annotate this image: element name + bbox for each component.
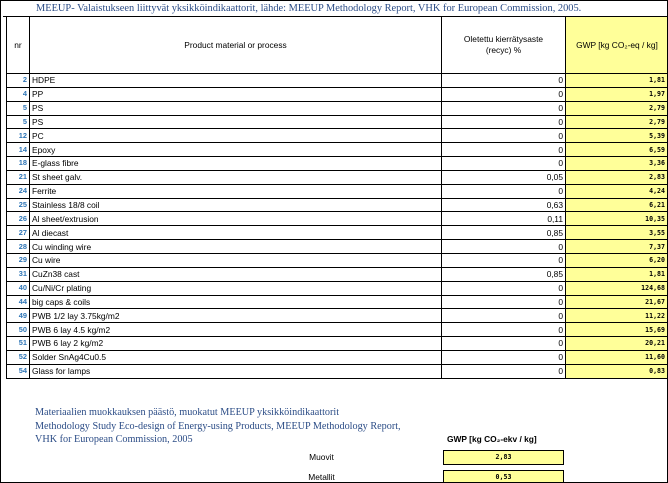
row-material: Al diecast bbox=[30, 226, 442, 240]
row-nr: 28 bbox=[7, 240, 30, 254]
row-recycling: 0,11 bbox=[442, 212, 566, 226]
row-recycling: 0 bbox=[442, 281, 566, 295]
row-gwp: 1,81 bbox=[566, 74, 668, 88]
row-material: Cu/Ni/Cr plating bbox=[30, 281, 442, 295]
row-gwp: 3,36 bbox=[566, 157, 668, 171]
header-recycling-line2: (recyc) % bbox=[485, 45, 522, 55]
title-bar bbox=[3, 3, 665, 17]
row-nr: 27 bbox=[7, 226, 30, 240]
row-nr: 49 bbox=[7, 309, 30, 323]
row-recycling: 0 bbox=[442, 157, 566, 171]
row-gwp: 6,59 bbox=[566, 143, 668, 157]
row-material: St sheet galv. bbox=[30, 170, 442, 184]
row-nr: 21 bbox=[7, 170, 30, 184]
row-material: PS bbox=[30, 101, 442, 115]
row-material: Epoxy bbox=[30, 143, 442, 157]
table-row bbox=[7, 129, 668, 143]
row-recycling: 0 bbox=[442, 364, 566, 378]
table-row bbox=[7, 87, 668, 101]
row-nr: 54 bbox=[7, 364, 30, 378]
row-gwp: 124,68 bbox=[566, 281, 668, 295]
gwp-table bbox=[6, 16, 668, 379]
row-nr: 29 bbox=[7, 253, 30, 267]
row-gwp: 2,83 bbox=[566, 170, 668, 184]
header-material: Product material or process bbox=[30, 17, 442, 74]
row-gwp: 6,21 bbox=[566, 198, 668, 212]
row-material: Glass for lamps bbox=[30, 364, 442, 378]
row-material: Stainless 18/8 coil bbox=[30, 198, 442, 212]
summary-label: Metallit bbox=[308, 472, 335, 482]
row-gwp: 7,37 bbox=[566, 240, 668, 254]
header-gwp: GWP [kg CO₂-eq / kg] bbox=[566, 17, 668, 74]
row-nr: 18 bbox=[7, 157, 30, 171]
row-recycling: 0 bbox=[442, 253, 566, 267]
table-header-row bbox=[7, 17, 668, 74]
header-recycling-line1: Oletettu kierrätysaste bbox=[463, 34, 544, 44]
row-nr: 40 bbox=[7, 281, 30, 295]
row-gwp: 15,69 bbox=[566, 323, 668, 337]
row-gwp: 3,55 bbox=[566, 226, 668, 240]
row-nr: 51 bbox=[7, 337, 30, 351]
row-material: PWB 1/2 lay 3.75kg/m2 bbox=[30, 309, 442, 323]
table-row bbox=[7, 101, 668, 115]
row-material: PP bbox=[30, 87, 442, 101]
row-gwp: 1,81 bbox=[566, 267, 668, 281]
table-row bbox=[7, 295, 668, 309]
summary-value: 0,53 bbox=[443, 470, 564, 483]
row-material: Al sheet/extrusion bbox=[30, 212, 442, 226]
table-row bbox=[7, 364, 668, 378]
row-gwp: 20,21 bbox=[566, 337, 668, 351]
row-nr: 25 bbox=[7, 198, 30, 212]
row-material: PWB 6 lay 2 kg/m2 bbox=[30, 337, 442, 351]
table-row bbox=[7, 350, 668, 364]
table-row bbox=[7, 267, 668, 281]
row-nr: 4 bbox=[7, 87, 30, 101]
source-notes bbox=[35, 406, 401, 447]
table-row bbox=[7, 309, 668, 323]
row-gwp: 1,97 bbox=[566, 87, 668, 101]
row-material: big caps & coils bbox=[30, 295, 442, 309]
row-recycling: 0 bbox=[442, 74, 566, 88]
row-gwp: 4,24 bbox=[566, 184, 668, 198]
table-row bbox=[7, 143, 668, 157]
row-recycling: 0 bbox=[442, 337, 566, 351]
row-nr: 5 bbox=[7, 115, 30, 129]
table-row bbox=[7, 184, 668, 198]
row-nr: 50 bbox=[7, 323, 30, 337]
table-row bbox=[7, 115, 668, 129]
row-nr: 52 bbox=[7, 350, 30, 364]
row-nr: 24 bbox=[7, 184, 30, 198]
summary-value: 2,83 bbox=[443, 450, 564, 465]
row-gwp: 11,60 bbox=[566, 350, 668, 364]
row-gwp: 11,22 bbox=[566, 309, 668, 323]
note-line-2: Methodology Study Eco-design of Energy-using Products, MEEUP Methodology Report, bbox=[35, 420, 401, 432]
row-recycling: 0 bbox=[442, 143, 566, 157]
note-line-1: Materiaalien muokkauksen päästö, muokatut MEEUP yksikköindikaattorit bbox=[35, 407, 340, 418]
summary-label: Muovit bbox=[309, 452, 334, 462]
table-row bbox=[7, 157, 668, 171]
row-recycling: 0,05 bbox=[442, 170, 566, 184]
row-material: E-glass fibre bbox=[30, 157, 442, 171]
table-row bbox=[7, 198, 668, 212]
row-nr: 2 bbox=[7, 74, 30, 88]
row-material: Ferrite bbox=[30, 184, 442, 198]
row-recycling: 0 bbox=[442, 240, 566, 254]
row-nr: 44 bbox=[7, 295, 30, 309]
row-recycling: 0,85 bbox=[442, 226, 566, 240]
row-nr: 31 bbox=[7, 267, 30, 281]
summary-header: GWP [kg CO₂-ekv / kg] bbox=[447, 434, 537, 444]
summary-row-metals bbox=[201, 470, 563, 483]
row-material: Cu winding wire bbox=[30, 240, 442, 254]
row-nr: 26 bbox=[7, 212, 30, 226]
table-row bbox=[7, 337, 668, 351]
row-gwp: 5,39 bbox=[566, 129, 668, 143]
summary-row-plastics bbox=[201, 450, 563, 464]
row-material: PC bbox=[30, 129, 442, 143]
row-recycling: 0 bbox=[442, 101, 566, 115]
row-gwp: 21,67 bbox=[566, 295, 668, 309]
table-row bbox=[7, 212, 668, 226]
table-row bbox=[7, 240, 668, 254]
table-row bbox=[7, 281, 668, 295]
row-nr: 12 bbox=[7, 129, 30, 143]
row-recycling: 0 bbox=[442, 323, 566, 337]
sheet-title: MEEUP- Valaistukseen liittyvät yksikköindikaattorit, lähde: MEEUP Methodology Report, VHK for European Commission, 2005. bbox=[36, 3, 582, 14]
row-recycling: 0 bbox=[442, 295, 566, 309]
note-line-3: VHK for European Commission, 2005 bbox=[35, 434, 193, 446]
row-gwp: 2,79 bbox=[566, 115, 668, 129]
header-recycling bbox=[442, 17, 566, 74]
row-nr: 5 bbox=[7, 101, 30, 115]
row-material: Solder SnAg4Cu0.5 bbox=[30, 350, 442, 364]
row-material: CuZn38 cast bbox=[30, 267, 442, 281]
header-nr: nr bbox=[7, 17, 30, 74]
row-recycling: 0,85 bbox=[442, 267, 566, 281]
row-recycling: 0 bbox=[442, 309, 566, 323]
table-row bbox=[7, 170, 668, 184]
row-material: PS bbox=[30, 115, 442, 129]
row-material: Cu wire bbox=[30, 253, 442, 267]
row-recycling: 0 bbox=[442, 184, 566, 198]
table-row bbox=[7, 226, 668, 240]
row-recycling: 0,63 bbox=[442, 198, 566, 212]
row-material: HDPE bbox=[30, 74, 442, 88]
row-gwp: 0,83 bbox=[566, 364, 668, 378]
row-recycling: 0 bbox=[442, 87, 566, 101]
row-gwp: 10,35 bbox=[566, 212, 668, 226]
table-row bbox=[7, 323, 668, 337]
row-gwp: 2,79 bbox=[566, 101, 668, 115]
row-recycling: 0 bbox=[442, 115, 566, 129]
row-nr: 14 bbox=[7, 143, 30, 157]
row-recycling: 0 bbox=[442, 129, 566, 143]
table-row bbox=[7, 253, 668, 267]
row-gwp: 6,20 bbox=[566, 253, 668, 267]
row-material: PWB 6 lay 4.5 kg/m2 bbox=[30, 323, 442, 337]
row-recycling: 0 bbox=[442, 350, 566, 364]
table-row bbox=[7, 74, 668, 88]
